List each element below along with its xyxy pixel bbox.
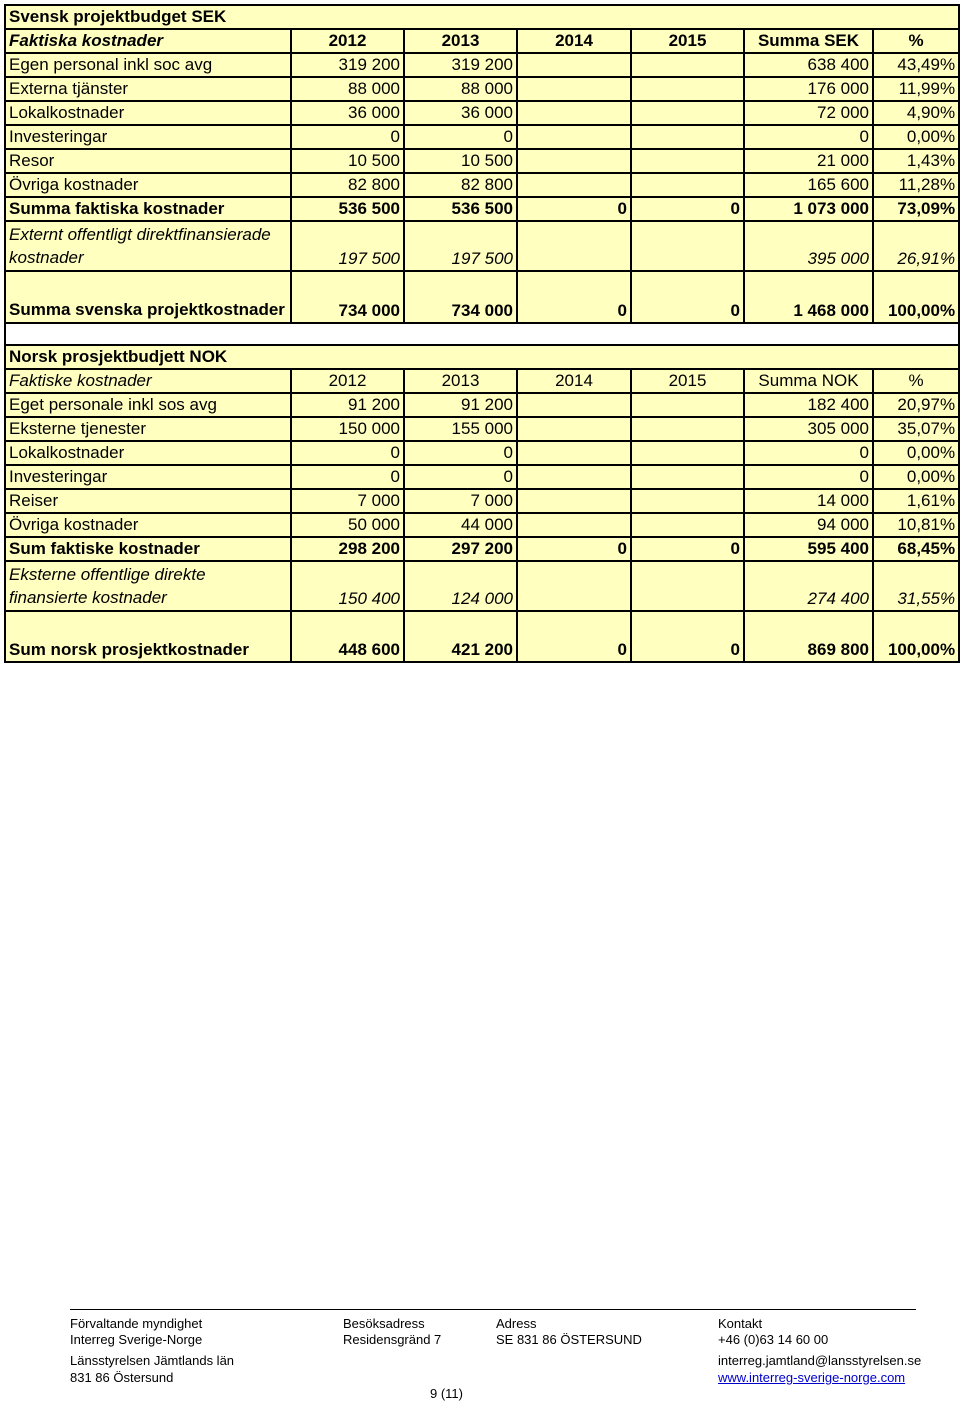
- cell: 72 000: [744, 101, 873, 125]
- cell: 94 000: [744, 513, 873, 537]
- cell: 448 600: [291, 611, 404, 662]
- footer-col1-line2: Länsstyrelsen Jämtlands län: [70, 1353, 235, 1368]
- cell: 0: [517, 271, 631, 323]
- cell: 0: [631, 611, 744, 662]
- page-number: 9 (11): [430, 1386, 463, 1401]
- header-cell: 2013: [404, 29, 517, 53]
- cell: 0: [404, 125, 517, 149]
- cell: 100,00%: [873, 611, 959, 662]
- cell: 10,81%: [873, 513, 959, 537]
- cell: 0: [744, 465, 873, 489]
- cell: 1,43%: [873, 149, 959, 173]
- cell: [517, 149, 631, 173]
- nok-external-row: [5, 561, 959, 611]
- cell: 197 500: [291, 221, 404, 271]
- table-row: [5, 513, 959, 537]
- header-cell: 2014: [517, 29, 631, 53]
- header-cell: Summa SEK: [744, 29, 873, 53]
- cell: [631, 125, 744, 149]
- cell: 21 000: [744, 149, 873, 173]
- cell: [631, 465, 744, 489]
- table-row: [5, 489, 959, 513]
- cell: 0: [744, 125, 873, 149]
- budget-table: [4, 4, 960, 663]
- table-row: [5, 53, 959, 77]
- row-label: Eget personale inkl sos avg: [5, 393, 291, 417]
- sek-title: Svensk projektbudget SEK: [5, 5, 959, 29]
- footer-col2-heading: Besöksadress: [343, 1316, 425, 1331]
- cell: 43,49%: [873, 53, 959, 77]
- footer-col1-heading: Förvaltande myndighet: [70, 1316, 203, 1331]
- header-cell: %: [873, 29, 959, 53]
- cell: [517, 465, 631, 489]
- cell: 14 000: [744, 489, 873, 513]
- cell: 36 000: [404, 101, 517, 125]
- sek-section: [5, 5, 959, 323]
- cell: 0: [404, 465, 517, 489]
- header-cell: Faktiske kostnader: [5, 369, 291, 393]
- cell: 36 000: [291, 101, 404, 125]
- cell: 20,97%: [873, 393, 959, 417]
- cell: [517, 393, 631, 417]
- cell: [631, 513, 744, 537]
- cell: [517, 173, 631, 197]
- cell: [631, 53, 744, 77]
- table-row: [5, 101, 959, 125]
- cell: [631, 77, 744, 101]
- cell: 10 500: [291, 149, 404, 173]
- nok-header-row: [5, 369, 959, 393]
- cell: 44 000: [404, 513, 517, 537]
- cell: [517, 561, 631, 611]
- row-label: Lokalkostnader: [5, 101, 291, 125]
- footer-email: interreg.jamtland@lansstyrelsen.se: [718, 1353, 922, 1368]
- row-label: Sum faktiske kostnader: [5, 537, 291, 561]
- table-row: [5, 393, 959, 417]
- cell: 595 400: [744, 537, 873, 561]
- cell: 421 200: [404, 611, 517, 662]
- cell: 88 000: [291, 77, 404, 101]
- row-label: Summa faktiska kostnader: [5, 197, 291, 221]
- cell: 319 200: [291, 53, 404, 77]
- row-label: Eksterne tjenester: [5, 417, 291, 441]
- footer-col1-line1: Interreg Sverige-Norge: [70, 1332, 203, 1347]
- cell: 298 200: [291, 537, 404, 561]
- cell: 274 400: [744, 561, 873, 611]
- cell: [517, 489, 631, 513]
- cell: 73,09%: [873, 197, 959, 221]
- table-row: [5, 149, 959, 173]
- cell: 150 400: [291, 561, 404, 611]
- cell: 176 000: [744, 77, 873, 101]
- cell: [517, 417, 631, 441]
- cell: [631, 489, 744, 513]
- cell: 0: [517, 537, 631, 561]
- footer-col1-line3: 831 86 Östersund: [70, 1370, 174, 1385]
- cell: 0,00%: [873, 125, 959, 149]
- nok-title-row: [5, 345, 959, 369]
- header-cell: %: [873, 369, 959, 393]
- cell: 31,55%: [873, 561, 959, 611]
- cell: [631, 441, 744, 465]
- cell: 297 200: [404, 537, 517, 561]
- table-row: [5, 125, 959, 149]
- cell: 165 600: [744, 173, 873, 197]
- sek-external-row: [5, 221, 959, 271]
- cell: 11,99%: [873, 77, 959, 101]
- cell: 0: [291, 441, 404, 465]
- cell: 0: [291, 125, 404, 149]
- cell: 100,00%: [873, 271, 959, 323]
- footer-col4-heading: Kontakt: [718, 1316, 763, 1331]
- cell: 7 000: [291, 489, 404, 513]
- cell: 536 500: [291, 197, 404, 221]
- footer-website-link[interactable]: www.interreg-sverige-norge.com: [718, 1370, 906, 1385]
- footer-col3-line1: SE 831 86 ÖSTERSUND: [496, 1332, 642, 1347]
- row-label: Övriga kostnader: [5, 173, 291, 197]
- footer-divider: [70, 1309, 916, 1310]
- cell: [517, 53, 631, 77]
- cell: 869 800: [744, 611, 873, 662]
- row-label: Lokalkostnader: [5, 441, 291, 465]
- nok-sum-row: [5, 537, 959, 561]
- row-label: Reiser: [5, 489, 291, 513]
- cell: 638 400: [744, 53, 873, 77]
- cell: 91 200: [291, 393, 404, 417]
- cell: 82 800: [404, 173, 517, 197]
- cell: 1 468 000: [744, 271, 873, 323]
- nok-total-row: [5, 611, 959, 662]
- cell: [517, 513, 631, 537]
- cell: 1,61%: [873, 489, 959, 513]
- row-label: Investeringar: [5, 125, 291, 149]
- row-label: Summa svenska projektkostnader: [5, 271, 291, 323]
- cell: 0: [517, 611, 631, 662]
- header-cell: 2015: [631, 369, 744, 393]
- cell: 1 073 000: [744, 197, 873, 221]
- cell: 0: [517, 197, 631, 221]
- cell: [631, 561, 744, 611]
- row-label: Eksterne offentlige direkte finansierte kostnader: [5, 561, 291, 611]
- row-label: Investeringar: [5, 465, 291, 489]
- cell: 319 200: [404, 53, 517, 77]
- table-row: [5, 173, 959, 197]
- cell: [517, 77, 631, 101]
- cell: 35,07%: [873, 417, 959, 441]
- cell: 734 000: [291, 271, 404, 323]
- header-cell: 2014: [517, 369, 631, 393]
- row-label: Externa tjänster: [5, 77, 291, 101]
- table-row: [5, 465, 959, 489]
- cell: 395 000: [744, 221, 873, 271]
- footer-col3-heading: Adress: [496, 1316, 537, 1331]
- nok-section: [5, 345, 959, 662]
- sek-sum-row: [5, 197, 959, 221]
- header-cell: 2013: [404, 369, 517, 393]
- cell: [631, 221, 744, 271]
- nok-title: Norsk prosjektbudjett NOK: [5, 345, 959, 369]
- sek-title-row: [5, 5, 959, 29]
- spacer-section: [5, 323, 959, 345]
- cell: 0: [631, 197, 744, 221]
- cell: 0: [404, 441, 517, 465]
- cell: 10 500: [404, 149, 517, 173]
- cell: 0,00%: [873, 441, 959, 465]
- cell: 91 200: [404, 393, 517, 417]
- row-label: Övriga kostnader: [5, 513, 291, 537]
- table-row: [5, 417, 959, 441]
- sek-header-row: [5, 29, 959, 53]
- header-cell: 2012: [291, 369, 404, 393]
- cell: 0: [631, 271, 744, 323]
- header-cell: Summa NOK: [744, 369, 873, 393]
- cell: [631, 101, 744, 125]
- cell: [517, 125, 631, 149]
- row-label: Externt offentligt direktfinansierade kostnader: [5, 221, 291, 271]
- row-label: Resor: [5, 149, 291, 173]
- cell: 150 000: [291, 417, 404, 441]
- cell: [631, 173, 744, 197]
- spacer-row: [5, 323, 959, 345]
- table-row: [5, 77, 959, 101]
- header-cell: 2012: [291, 29, 404, 53]
- cell: 88 000: [404, 77, 517, 101]
- cell: 536 500: [404, 197, 517, 221]
- cell: [517, 441, 631, 465]
- row-label: Sum norsk prosjektkostnader: [5, 611, 291, 662]
- cell: 0: [744, 441, 873, 465]
- footer-phone: +46 (0)63 14 60 00: [718, 1332, 829, 1347]
- cell: 0: [291, 465, 404, 489]
- cell: 182 400: [744, 393, 873, 417]
- footer-col2-line1: Residensgränd 7: [343, 1332, 442, 1347]
- cell: 4,90%: [873, 101, 959, 125]
- cell: 7 000: [404, 489, 517, 513]
- cell: 155 000: [404, 417, 517, 441]
- cell: [631, 417, 744, 441]
- cell: 0: [631, 537, 744, 561]
- header-cell: Faktiska kostnader: [5, 29, 291, 53]
- cell: [517, 101, 631, 125]
- cell: 82 800: [291, 173, 404, 197]
- cell: 11,28%: [873, 173, 959, 197]
- table-row: [5, 441, 959, 465]
- cell: 0,00%: [873, 465, 959, 489]
- cell: 305 000: [744, 417, 873, 441]
- spacer-cell: [5, 323, 959, 345]
- cell: 734 000: [404, 271, 517, 323]
- cell: 68,45%: [873, 537, 959, 561]
- header-cell: 2015: [631, 29, 744, 53]
- cell: 197 500: [404, 221, 517, 271]
- cell: 26,91%: [873, 221, 959, 271]
- sek-total-row: [5, 271, 959, 323]
- cell: [631, 393, 744, 417]
- cell: [517, 221, 631, 271]
- cell: 124 000: [404, 561, 517, 611]
- cell: [631, 149, 744, 173]
- row-label: Egen personal inkl soc avg: [5, 53, 291, 77]
- cell: 50 000: [291, 513, 404, 537]
